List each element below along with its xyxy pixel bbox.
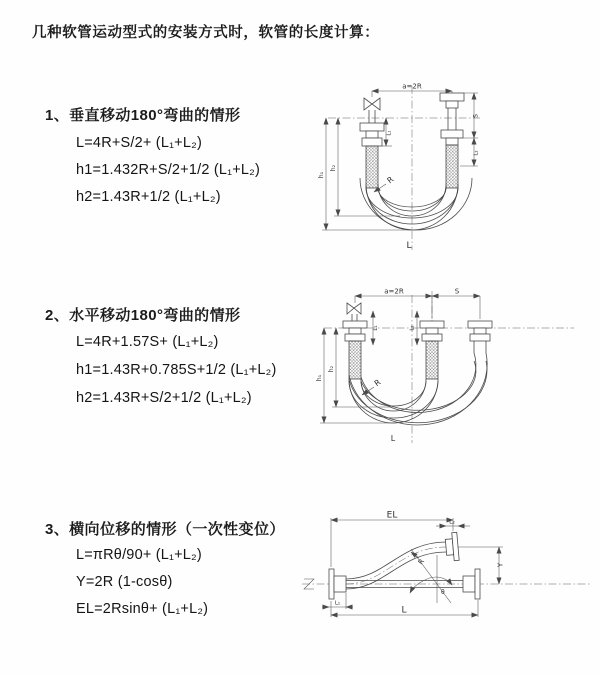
dim-l2-label: L₂ <box>409 325 416 331</box>
dim-l2-label: L₂ <box>449 518 455 526</box>
section-1-formula-h1: h1=1.432R+S/2+1/2 (L₁+L₂) <box>76 162 261 178</box>
radius-label: R <box>372 377 383 389</box>
dim-h1-label: h₁ <box>318 171 325 179</box>
section-2-formula-h1: h1=1.43R+0.785S+1/2 (L₁+L₂) <box>76 362 277 378</box>
dim-span-label: a=2R <box>402 82 422 91</box>
displaced-hose <box>346 542 446 589</box>
left-pipe <box>343 321 367 379</box>
diagram-vertical-180-bend <box>312 78 590 253</box>
dim-l1 <box>382 118 393 146</box>
braided-hose-section <box>446 145 458 188</box>
right-pipe <box>440 93 464 188</box>
dim-stroke-s <box>432 288 480 297</box>
diagram-horizontal-180-bend <box>312 283 590 455</box>
section-1-formula-h2: h2=1.43R+1/2 (L₁+L₂) <box>76 189 221 205</box>
dim-span-a2r <box>355 288 480 320</box>
dim-stroke-s <box>463 93 480 138</box>
section-3-heading: 3、横向位移的情形（一次性变位） <box>45 521 285 538</box>
dim-l1-label: L₁ <box>334 600 341 607</box>
right-pipe <box>468 321 492 353</box>
braided-hose-section <box>349 341 361 379</box>
dim-h1-label: h₁ <box>316 374 323 382</box>
valve-icon <box>347 303 361 321</box>
length-label: L <box>406 241 412 251</box>
dim-l2-label: L₂ <box>473 150 480 156</box>
angle-construction <box>410 549 452 603</box>
centerlines <box>324 291 574 443</box>
displaced-flange <box>445 532 459 561</box>
dim-el <box>331 511 453 568</box>
dim-span-label: a=2R <box>384 287 404 296</box>
dim-el-label: EL <box>386 510 398 521</box>
left-flange <box>329 569 346 599</box>
braided-hose-section <box>426 341 438 379</box>
section-2-formula-h2: h2=1.43R+S/2+1/2 (L₁+L₂) <box>76 390 252 406</box>
diagram-lateral-displacement <box>300 505 595 645</box>
middle-pipe <box>420 321 444 379</box>
section-2-heading: 2、水平移动180°弯曲的情形 <box>45 307 241 324</box>
dim-l1-label: L₁ <box>373 325 379 331</box>
section-2-formula-L: L=4R+1.57S+ (L₁+L₂) <box>76 334 219 350</box>
left-pipe <box>360 110 384 188</box>
dim-s-label: S <box>472 114 480 118</box>
dim-l1-label: L₁ <box>386 130 393 136</box>
section-1-heading: 1、垂直移动180°弯曲的情形 <box>45 107 241 124</box>
section-3-formula-Y: Y=2R (1-cosθ) <box>76 574 173 590</box>
dim-l2 <box>436 519 470 527</box>
section-3-formula-L: L=πRθ/90+ (L₁+L₂) <box>76 547 202 563</box>
right-flange <box>463 569 480 599</box>
dim-l-label: L <box>401 605 407 616</box>
dim-y-label: Y <box>496 562 505 568</box>
dim-l2 <box>460 138 480 166</box>
dim-s-label: S <box>454 287 460 296</box>
valve-icon <box>364 98 380 110</box>
page-title: 几种软管运动型式的安装方式时，软管的长度计算： <box>32 25 380 41</box>
length-label: L <box>390 434 396 443</box>
hose-loop-arcs-translated <box>349 353 487 425</box>
section-1-formula-L: L=4R+S/2+ (L₁+L₂) <box>76 135 202 151</box>
dim-h2-label: h₂ <box>328 365 335 373</box>
dim-l <box>331 600 478 617</box>
radius-label: R <box>416 557 427 567</box>
dim-h2-label: h₂ <box>330 164 337 172</box>
dim-l1 <box>322 593 353 609</box>
section-3-formula-EL: EL=2Rsinθ+ (L₁+L₂) <box>76 601 209 617</box>
braided-hose-section <box>366 146 378 188</box>
angle-theta-label: θ <box>441 589 445 596</box>
radius-label: R <box>385 174 396 186</box>
dim-l1 <box>373 311 379 345</box>
